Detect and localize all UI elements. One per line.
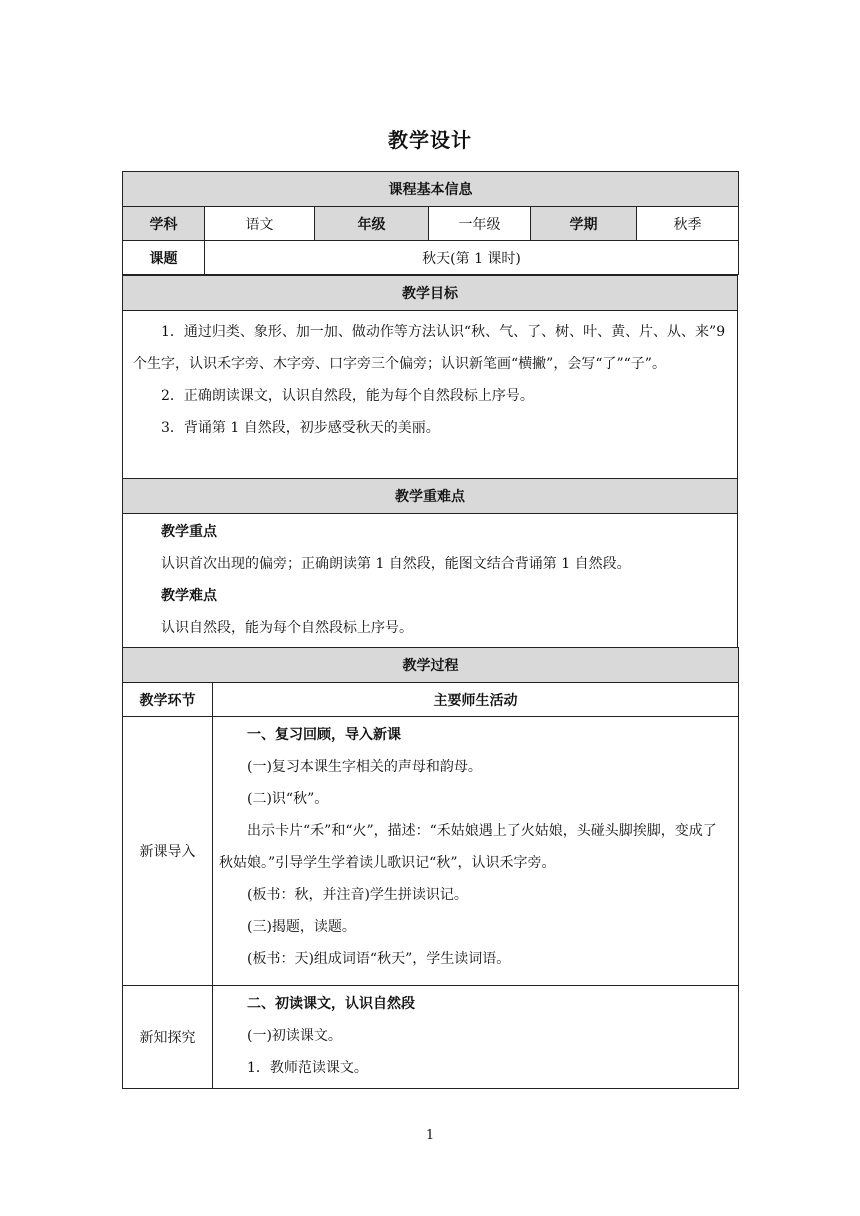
subject-label: 学科	[123, 207, 205, 241]
objectives-table	[122, 275, 738, 479]
activity-line: (一)初读课文。	[247, 1028, 342, 1044]
topic-value: 秋天(第 1 课时)	[205, 241, 739, 275]
activity-line: (一)复习本课生字相关的声母和韵母。	[247, 759, 482, 775]
basic-info-header: 课程基本信息	[123, 172, 739, 207]
table-row	[123, 986, 739, 1089]
focus-text: 认识首次出现的偏旁；正确朗读第 1 自然段，能图文结合背诵第 1 自然段。	[161, 556, 631, 572]
key-points-table	[122, 478, 738, 649]
subject-value: 语文	[205, 207, 315, 241]
activity-line: 二、初读课文，认识自然段	[247, 996, 415, 1012]
process-header: 教学过程	[123, 648, 739, 683]
activity-line: 出示卡片“禾”和“火”，描述：“禾姑娘遇上了火姑娘，头碰头脚挨脚，变成了秋姑娘。”引导学生学着读儿歌识记“秋”，认识禾字旁。	[219, 823, 717, 871]
document-title: 教学设计	[388, 128, 472, 152]
stage-cell: 新知探究	[123, 986, 213, 1089]
objective-item-1: 1．通过归类、象形、加一加、做动作等方法认识“秋、气、了、树、叶、黄、片、从、来”9 个生字，认识禾字旁、木字旁、口字旁三个偏旁；认识新笔画“横撇”，会写“了”“子”。	[133, 324, 726, 372]
activity-line: (板书：秋，并注音)学生拼读识记。	[247, 887, 468, 903]
difficulty-text: 认识自然段，能为每个自然段标上序号。	[161, 620, 413, 636]
key-points-header: 教学重难点	[123, 479, 738, 514]
process-table	[122, 647, 739, 1089]
activity-line: (板书：天)组成词语“秋天”，学生读词语。	[247, 951, 511, 967]
activity-line: 1．教师范读课文。	[247, 1060, 368, 1076]
column-header-stage: 教学环节	[123, 683, 213, 717]
focus-label: 教学重点	[161, 524, 217, 540]
table-row	[123, 717, 739, 986]
column-header-activity: 主要师生活动	[213, 683, 739, 717]
activity-line: 一、复习回顾，导入新课	[247, 727, 401, 743]
objective-item-2: 2．正确朗读课文，认识自然段，能为每个自然段标上序号。	[161, 388, 534, 404]
objectives-header: 教学目标	[123, 276, 738, 311]
difficulty-label: 教学难点	[161, 588, 217, 604]
page-number: 1	[425, 1128, 435, 1143]
topic-label: 课题	[123, 241, 205, 275]
activity-line: (二)识“秋”。	[247, 791, 329, 807]
grade-label: 年级	[315, 207, 429, 241]
stage-cell: 新课导入	[123, 717, 213, 986]
basic-info-table	[122, 171, 739, 275]
term-value: 秋季	[637, 207, 739, 241]
objective-item-3: 3．背诵第 1 自然段，初步感受秋天的美丽。	[161, 420, 440, 436]
grade-value: 一年级	[429, 207, 531, 241]
term-label: 学期	[531, 207, 637, 241]
activity-line: (三)揭题，读题。	[247, 919, 356, 935]
